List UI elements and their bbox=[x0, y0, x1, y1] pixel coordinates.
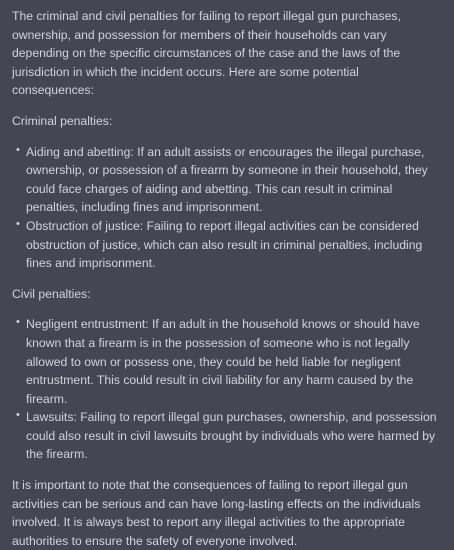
list-item bbox=[12, 408, 444, 464]
list-item-text: Lawsuits: Failing to report illegal gun purchases, ownership, and possession could also result in civil lawsuits brought by individuals who were harmed by the firearm. bbox=[26, 410, 437, 462]
bullet-icon: • bbox=[16, 316, 20, 329]
bullet-icon: • bbox=[16, 143, 20, 156]
list-item-text: Obstruction of justice: Failing to report illegal activities can be considered obstruction of justice, which can also result in criminal penalties, including fines and imprisonment. bbox=[26, 218, 423, 271]
intro-paragraph: The criminal and civil penalties for failing to report illegal gun purchases, ownership, and possession for members of their households can vary depending on the specific circumstances of the case and the laws of the jurisdiction in which the incident occurs. Here are some potential consequences: bbox=[12, 9, 401, 98]
list-item bbox=[12, 315, 444, 408]
list-item bbox=[12, 217, 444, 273]
list-item-text: Aiding and abetting: If an adult assists or encourages the illegal purchase, ownership, or possession of a firearm by someone in their household, they could face charges of aiding and abetting. This can result in criminal penalties, including fines and imprisonment. bbox=[26, 144, 428, 215]
conclusion-paragraph: It is important to note that the consequences of failing to report illegal gun activities can be serious and can have long-lasting effects on the individuals involved. It is always best to report any illegal activities to the appropriate authorities to ensure the safety of everyone involved. bbox=[12, 478, 421, 548]
list-item bbox=[12, 143, 444, 217]
civil-penalties-heading: Civil penalties: bbox=[12, 286, 91, 301]
civil-penalties-list bbox=[12, 315, 444, 464]
bullet-icon: • bbox=[16, 217, 20, 230]
bullet-icon: • bbox=[16, 409, 20, 422]
list-item-text: Negligent entrustment: If an adult in the household knows or should have known that a firearm is in the possession of someone who is not legally allowed to own or possess one, they could be held liable for negligent entrustment. This could result in civil liability for any harm caused by the firearm. bbox=[26, 317, 420, 406]
criminal-penalties-heading: Criminal penalties: bbox=[12, 113, 113, 128]
criminal-penalties-list bbox=[12, 143, 444, 273]
